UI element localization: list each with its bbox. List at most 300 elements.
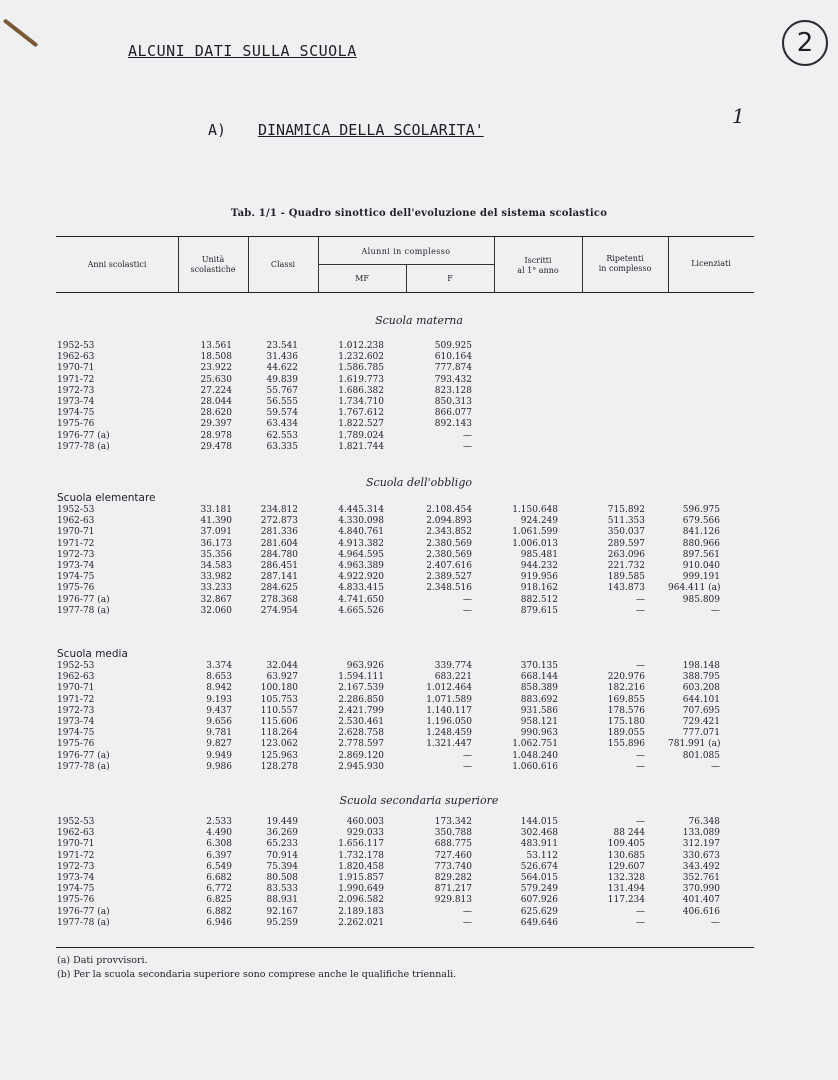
cell-ripetenti: 182.216 — [607, 683, 645, 694]
table-row — [0, 407, 838, 419]
cell-alunni-f: — — [463, 605, 472, 616]
cell-alunni-mf: 4.963.389 — [338, 561, 384, 571]
cell-classi: 95.259 — [266, 917, 298, 928]
cell-year: 1974-75 — [57, 728, 95, 739]
cell-unita: 13.561 — [200, 341, 232, 351]
cell-alunni-mf: 2.530.461 — [338, 717, 384, 727]
cell-classi: 234.812 — [260, 505, 298, 515]
cell-iscritti: 985.481 — [520, 549, 558, 560]
cell-unita: 6.882 — [206, 906, 232, 917]
cell-alunni-f: — — [463, 906, 472, 917]
cell-alunni-f: 1.012.464 — [426, 683, 472, 694]
cell-alunni-mf: 2.286.850 — [338, 694, 384, 705]
cell-alunni-mf: 1.586.785 — [338, 363, 384, 374]
table-row — [0, 738, 838, 750]
cell-unita: 9.781 — [206, 728, 232, 739]
cell-classi: 19.449 — [266, 817, 298, 827]
cell-classi: 75.394 — [266, 861, 298, 872]
cell-alunni-f: 1.140.117 — [426, 705, 472, 716]
table-row — [0, 750, 838, 762]
table-row — [0, 515, 838, 527]
cell-alunni-mf: 4.445.314 — [338, 505, 384, 515]
table-row — [0, 671, 838, 683]
cell-alunni-mf: 1.990.649 — [338, 884, 384, 895]
table-row — [0, 906, 838, 918]
table-row — [0, 716, 838, 728]
table-row — [0, 582, 838, 594]
cell-licenziati: 352.761 — [682, 873, 720, 883]
cell-licenziati: 707.695 — [682, 705, 720, 716]
cell-classi: 100.180 — [260, 683, 298, 694]
cell-unita: 2.533 — [206, 817, 232, 827]
cell-iscritti: 924.249 — [520, 516, 558, 527]
cell-year: 1962-63 — [57, 672, 95, 683]
cell-alunni-f: 793.432 — [434, 374, 472, 385]
cell-classi: 88.931 — [266, 895, 298, 906]
header-iscritti — [494, 256, 582, 276]
header-mf: MF — [355, 274, 369, 283]
page-number: 2 — [782, 20, 828, 66]
cell-classi: 63.335 — [266, 441, 298, 452]
cell-ripetenti: 189.585 — [607, 572, 645, 583]
cell-classi: 63.434 — [266, 419, 298, 430]
cell-year: 1970-71 — [57, 363, 95, 374]
cell-year: 1975-76 — [57, 419, 95, 430]
table-row — [0, 838, 838, 850]
table-row — [0, 872, 838, 884]
cell-year: 1973-74 — [57, 717, 95, 727]
cell-unita: 29.397 — [200, 419, 232, 430]
table-row — [0, 441, 838, 453]
cell-alunni-f: 1.196.050 — [426, 717, 472, 727]
table-bottom-rule — [56, 947, 754, 948]
cell-ripetenti: 131.494 — [607, 884, 645, 895]
cell-licenziati: 999.191 — [682, 572, 720, 583]
cell-ripetenti: 88 244 — [613, 828, 645, 839]
cell-iscritti: 53.112 — [526, 850, 558, 861]
cell-year: 1976-77 (a) — [57, 750, 110, 761]
header-alunni: Alunni in complesso — [361, 247, 451, 256]
header-ripetenti-line1: Ripetenti — [606, 254, 644, 263]
cell-alunni-f: 688.775 — [434, 839, 472, 850]
cell-classi: 118.264 — [260, 728, 298, 739]
cell-iscritti: 990.963 — [520, 728, 558, 739]
cell-classi: 92.167 — [266, 906, 298, 917]
group-title-secondaria: Scuola secondaria superiore — [339, 794, 499, 807]
table-row — [0, 761, 838, 773]
cell-classi: 59.574 — [266, 408, 298, 419]
cell-licenziati: 801.085 — [682, 750, 720, 761]
cell-ripetenti: 220.976 — [607, 672, 645, 683]
cell-unita: 8.653 — [206, 672, 232, 683]
cell-alunni-mf: 4.840.761 — [338, 527, 384, 538]
cell-alunni-mf: 1.232.602 — [338, 352, 384, 363]
cell-licenziati: 841.126 — [682, 527, 720, 538]
cell-iscritti: 1.060.616 — [512, 761, 558, 772]
cell-alunni-f: 610.164 — [434, 352, 472, 363]
header-bottom-rule — [56, 292, 754, 293]
cell-alunni-f: 2.380.569 — [426, 549, 472, 560]
header-iscritti-line1: Iscritti — [524, 256, 552, 265]
cell-alunni-mf: 1.594.111 — [338, 672, 384, 683]
cell-ripetenti: 169.855 — [607, 694, 645, 705]
table-row — [0, 385, 838, 397]
cell-unita: 27.224 — [200, 385, 232, 396]
cell-classi: 44.622 — [266, 363, 298, 374]
cell-unita: 32.060 — [200, 605, 232, 616]
cell-ripetenti: 130.685 — [607, 850, 645, 861]
cell-ripetenti: 178.576 — [607, 705, 645, 716]
cell-year: 1976-77 (a) — [57, 430, 110, 441]
cell-iscritti: 144.015 — [520, 817, 558, 827]
cell-licenziati: 330.673 — [682, 850, 720, 861]
cell-licenziati: 777.071 — [682, 728, 720, 739]
cell-iscritti: 649.646 — [520, 917, 558, 928]
cell-classi: 281.604 — [260, 538, 298, 549]
cell-ripetenti: 155.896 — [607, 739, 645, 750]
table-row — [0, 571, 838, 583]
table-row — [0, 549, 838, 561]
cell-licenziati: 133.089 — [682, 828, 720, 839]
cell-year: 1977-78 (a) — [57, 917, 110, 928]
cell-alunni-f: — — [463, 761, 472, 772]
cell-alunni-f: 2.380.569 — [426, 538, 472, 549]
cell-alunni-mf: 2.628.758 — [338, 728, 384, 739]
cell-classi: 105.753 — [260, 694, 298, 705]
cell-year: 1975-76 — [57, 739, 95, 750]
cell-alunni-mf: 4.913.382 — [338, 538, 384, 549]
group-label-elementare: Scuola elementare — [57, 492, 156, 504]
cell-alunni-f: — — [463, 430, 472, 441]
table-row — [0, 850, 838, 862]
cell-unita: 9.656 — [206, 717, 232, 727]
cell-year: 1970-71 — [57, 839, 95, 850]
table-row — [0, 538, 838, 550]
cell-ripetenti: 175.180 — [607, 717, 645, 727]
cell-unita: 6.946 — [206, 917, 232, 928]
cell-unita: 41.390 — [200, 516, 232, 527]
cell-classi: 272.873 — [260, 516, 298, 527]
cell-classi: 286.451 — [260, 561, 298, 571]
group-title-obbligo: Scuola dell'obbligo — [366, 476, 472, 489]
table-row — [0, 705, 838, 717]
cell-alunni-f: 929.813 — [434, 895, 472, 906]
cell-unita: 9.827 — [206, 739, 232, 750]
cell-licenziati: — — [711, 917, 720, 928]
header-iscritti-line2: al 1° anno — [517, 266, 559, 275]
cell-alunni-f: 683.221 — [434, 672, 472, 683]
cell-unita: 37.091 — [200, 527, 232, 538]
table-row — [0, 594, 838, 606]
header-ripetenti — [582, 254, 668, 274]
table-row — [0, 430, 838, 442]
cell-year: 1977-78 (a) — [57, 441, 110, 452]
cell-alunni-f: 509.925 — [434, 341, 472, 351]
cell-year: 1976-77 (a) — [57, 594, 110, 605]
cell-alunni-f: 2.094.893 — [426, 516, 472, 527]
handwritten-mark: 1 — [732, 104, 745, 128]
header-unita-line2: scolastiche — [190, 265, 236, 274]
cell-alunni-mf: 1.686.382 — [338, 385, 384, 396]
cell-unita: 6.772 — [206, 884, 232, 895]
cell-licenziati: 985.809 — [682, 594, 720, 605]
cell-alunni-f: 173.342 — [434, 817, 472, 827]
group-label-media: Scuola media — [57, 648, 128, 660]
cell-year: 1977-78 (a) — [57, 761, 110, 772]
cell-alunni-f: 2.407.616 — [426, 561, 472, 571]
cell-unita: 6.308 — [206, 839, 232, 850]
cell-classi: 125.963 — [260, 750, 298, 761]
cell-iscritti: 958.121 — [520, 717, 558, 727]
cell-year: 1976-77 (a) — [57, 906, 110, 917]
cell-alunni-f: — — [463, 594, 472, 605]
cell-unita: 23.922 — [200, 363, 232, 374]
cell-iscritti: 607.926 — [520, 895, 558, 906]
cell-licenziati: 343.492 — [682, 861, 720, 872]
table-row — [0, 894, 838, 906]
cell-unita: 33.181 — [200, 505, 232, 515]
cell-alunni-mf: 963.926 — [346, 661, 384, 671]
cell-ripetenti: — — [636, 605, 645, 616]
table-row — [0, 560, 838, 572]
cell-iscritti: 1.048.240 — [512, 750, 558, 761]
cell-alunni-mf: 1.915.857 — [338, 873, 384, 883]
cell-alunni-mf: 4.741.650 — [338, 594, 384, 605]
cell-classi: 284.625 — [260, 583, 298, 594]
table-caption: Tab. 1/1 - Quadro sinottico dell'evoluzione del sistema scolastico — [230, 208, 608, 219]
cell-year: 1974-75 — [57, 884, 95, 895]
cell-ripetenti: — — [636, 661, 645, 671]
cell-year: 1952-53 — [57, 817, 95, 827]
cell-year: 1971-72 — [57, 374, 95, 385]
cell-iscritti: 483.911 — [520, 839, 558, 850]
cell-classi: 115.606 — [260, 717, 298, 727]
cell-ripetenti: 221.732 — [607, 561, 645, 571]
table-row — [0, 816, 838, 828]
cell-classi: 70.914 — [266, 850, 298, 861]
cell-classi: 32.044 — [266, 661, 298, 671]
cell-year: 1974-75 — [57, 408, 95, 419]
cell-alunni-mf: 1.820.458 — [338, 861, 384, 872]
table-row — [0, 396, 838, 408]
cell-alunni-f: 1.248.459 — [426, 728, 472, 739]
cell-licenziati: 644.101 — [682, 694, 720, 705]
cell-alunni-mf: 1.656.117 — [338, 839, 384, 850]
cell-classi: 63.927 — [266, 672, 298, 683]
cell-unita: 6.549 — [206, 861, 232, 872]
group-title-materna: Scuola materna — [375, 314, 463, 327]
cell-unita: 6.397 — [206, 850, 232, 861]
cell-classi: 31.436 — [266, 352, 298, 363]
header-licenziati: Licenziati — [691, 259, 731, 268]
cell-classi: 281.336 — [260, 527, 298, 538]
cell-classi: 36.269 — [266, 828, 298, 839]
cell-classi: 287.141 — [260, 572, 298, 583]
cell-unita: 28.044 — [200, 397, 232, 407]
cell-licenziati: 964.411 (a) — [668, 583, 721, 594]
cell-iscritti: 1.150.648 — [512, 505, 558, 515]
cell-alunni-f: 2.108.454 — [426, 505, 472, 515]
cell-classi: 123.062 — [260, 739, 298, 750]
header-title: ALCUNI DATI SULLA SCUOLA — [128, 42, 357, 60]
cell-ripetenti: 715.892 — [607, 505, 645, 515]
header-unita-line1: Unità — [201, 255, 225, 264]
cell-iscritti: 370.135 — [520, 661, 558, 671]
table-row — [0, 660, 838, 672]
cell-alunni-f: 892.143 — [434, 419, 472, 430]
section-letter: A) — [208, 121, 227, 139]
cell-unita: 9.986 — [206, 761, 232, 772]
cell-alunni-f: 866.077 — [434, 408, 472, 419]
cell-year: 1970-71 — [57, 527, 95, 538]
cell-iscritti: 579.249 — [520, 884, 558, 895]
table-row — [0, 340, 838, 352]
cell-unita: 4.490 — [206, 828, 232, 839]
cell-alunni-f: — — [463, 441, 472, 452]
cell-unita: 36.173 — [200, 538, 232, 549]
table-row — [0, 917, 838, 929]
cell-alunni-mf: 2.421.799 — [338, 705, 384, 716]
cell-ripetenti: 289.597 — [607, 538, 645, 549]
cell-alunni-f: 1.321.447 — [426, 739, 472, 750]
table-row — [0, 526, 838, 538]
cell-alunni-mf: 2.262.021 — [338, 917, 384, 928]
cell-alunni-f: — — [463, 917, 472, 928]
cell-alunni-mf: 1.822.527 — [338, 419, 384, 430]
cell-alunni-mf: 2.778.597 — [338, 739, 384, 750]
cell-iscritti: 302.468 — [520, 828, 558, 839]
cell-alunni-mf: 460.003 — [346, 817, 384, 827]
cell-alunni-mf: 4.922.920 — [338, 572, 384, 583]
cell-ripetenti: 132.328 — [607, 873, 645, 883]
cell-alunni-f: 871.217 — [434, 884, 472, 895]
cell-year: 1973-74 — [57, 397, 95, 407]
cell-unita: 28.620 — [200, 408, 232, 419]
cell-unita: 9.949 — [206, 750, 232, 761]
cell-year: 1973-74 — [57, 873, 95, 883]
cell-alunni-mf: 1.012.238 — [338, 341, 384, 351]
cell-alunni-mf: 1.767.612 — [338, 408, 384, 419]
cell-ripetenti: 263.096 — [607, 549, 645, 560]
cell-year: 1975-76 — [57, 583, 95, 594]
cell-ripetenti: — — [636, 906, 645, 917]
table-row — [0, 694, 838, 706]
cell-alunni-f: 1.071.589 — [426, 694, 472, 705]
cell-iscritti: 564.015 — [520, 873, 558, 883]
cell-classi: 110.557 — [260, 705, 298, 716]
cell-ripetenti: — — [636, 594, 645, 605]
cell-ripetenti: 129.607 — [607, 861, 645, 872]
cell-classi: 23.541 — [266, 341, 298, 351]
cell-year: 1971-72 — [57, 538, 95, 549]
table-row — [0, 861, 838, 873]
cell-classi: 49.839 — [266, 374, 298, 385]
cell-licenziati: 401.407 — [682, 895, 720, 906]
cell-licenziati: 679.566 — [682, 516, 720, 527]
cell-unita: 28.978 — [200, 430, 232, 441]
table-row — [0, 827, 838, 839]
table-row — [0, 351, 838, 363]
cell-year: 1962-63 — [57, 828, 95, 839]
cell-licenziati: — — [711, 605, 720, 616]
cell-classi: 278.368 — [260, 594, 298, 605]
cell-unita: 32.867 — [200, 594, 232, 605]
cell-iscritti: 858.389 — [520, 683, 558, 694]
cell-year: 1971-72 — [57, 850, 95, 861]
cell-iscritti: 883.692 — [520, 694, 558, 705]
cell-unita: 6.825 — [206, 895, 232, 906]
cell-unita: 35.356 — [200, 549, 232, 560]
cell-iscritti: 625.629 — [520, 906, 558, 917]
cell-alunni-f: 850.313 — [434, 397, 472, 407]
cell-classi: 128.278 — [260, 761, 298, 772]
cell-alunni-mf: 4.964.595 — [338, 549, 384, 560]
cell-unita: 29.478 — [200, 441, 232, 452]
header-f: F — [447, 274, 453, 283]
cell-alunni-mf: 4.833.415 — [338, 583, 384, 594]
header-classi: Classi — [270, 260, 296, 269]
cell-unita: 25.630 — [200, 374, 232, 385]
cell-unita: 6.682 — [206, 873, 232, 883]
cell-alunni-mf: 929.033 — [346, 828, 384, 839]
cell-year: 1972-73 — [57, 549, 95, 560]
table-row — [0, 727, 838, 739]
header-ripetenti-line2: in complesso — [598, 264, 652, 273]
cell-licenziati: 781.991 (a) — [668, 739, 721, 750]
cell-alunni-f: 829.282 — [434, 873, 472, 883]
table-row — [0, 504, 838, 516]
table-row — [0, 362, 838, 374]
cell-ripetenti: 109.405 — [607, 839, 645, 850]
cell-unita: 34.583 — [200, 561, 232, 571]
cell-licenziati: 370.990 — [682, 884, 720, 895]
cell-iscritti: 879.615 — [520, 605, 558, 616]
cell-classi: 62.553 — [266, 430, 298, 441]
cell-ripetenti: 143.873 — [607, 583, 645, 594]
cell-unita: 33.982 — [200, 572, 232, 583]
table-row — [0, 605, 838, 617]
cell-alunni-f: — — [463, 750, 472, 761]
cell-alunni-f: 350.788 — [434, 828, 472, 839]
cell-alunni-mf: 2.096.582 — [338, 895, 384, 906]
cell-alunni-f: 777.874 — [434, 363, 472, 374]
cell-classi: 80.508 — [266, 873, 298, 883]
cell-year: 1952-53 — [57, 341, 95, 351]
cell-ripetenti: — — [636, 917, 645, 928]
cell-unita: 9.193 — [206, 694, 232, 705]
cell-ripetenti: 117.234 — [607, 895, 645, 906]
cell-iscritti: 882.512 — [520, 594, 558, 605]
cell-year: 1972-73 — [57, 385, 95, 396]
footnote-a: (a) Dati provvisori. — [57, 955, 148, 966]
footnote-b: (b) Per la scuola secondaria superiore sono comprese anche le qualifiche triennali. — [57, 969, 457, 980]
cell-classi: 83.533 — [266, 884, 298, 895]
cell-licenziati: 198.148 — [682, 661, 720, 671]
cell-iscritti: 1.061.599 — [512, 527, 558, 538]
cell-alunni-f: 773.740 — [434, 861, 472, 872]
cell-classi: 56.555 — [266, 397, 298, 407]
cell-alunni-mf: 2.167.539 — [338, 683, 384, 694]
cell-alunni-mf: 1.821.744 — [338, 441, 384, 452]
table-row — [0, 374, 838, 386]
cell-alunni-mf: 2.945.930 — [338, 761, 384, 772]
cell-year: 1962-63 — [57, 352, 95, 363]
cell-year: 1952-53 — [57, 505, 95, 515]
cell-year: 1972-73 — [57, 861, 95, 872]
cell-year: 1974-75 — [57, 572, 95, 583]
cell-year: 1970-71 — [57, 683, 95, 694]
header-top-rule — [56, 236, 754, 237]
